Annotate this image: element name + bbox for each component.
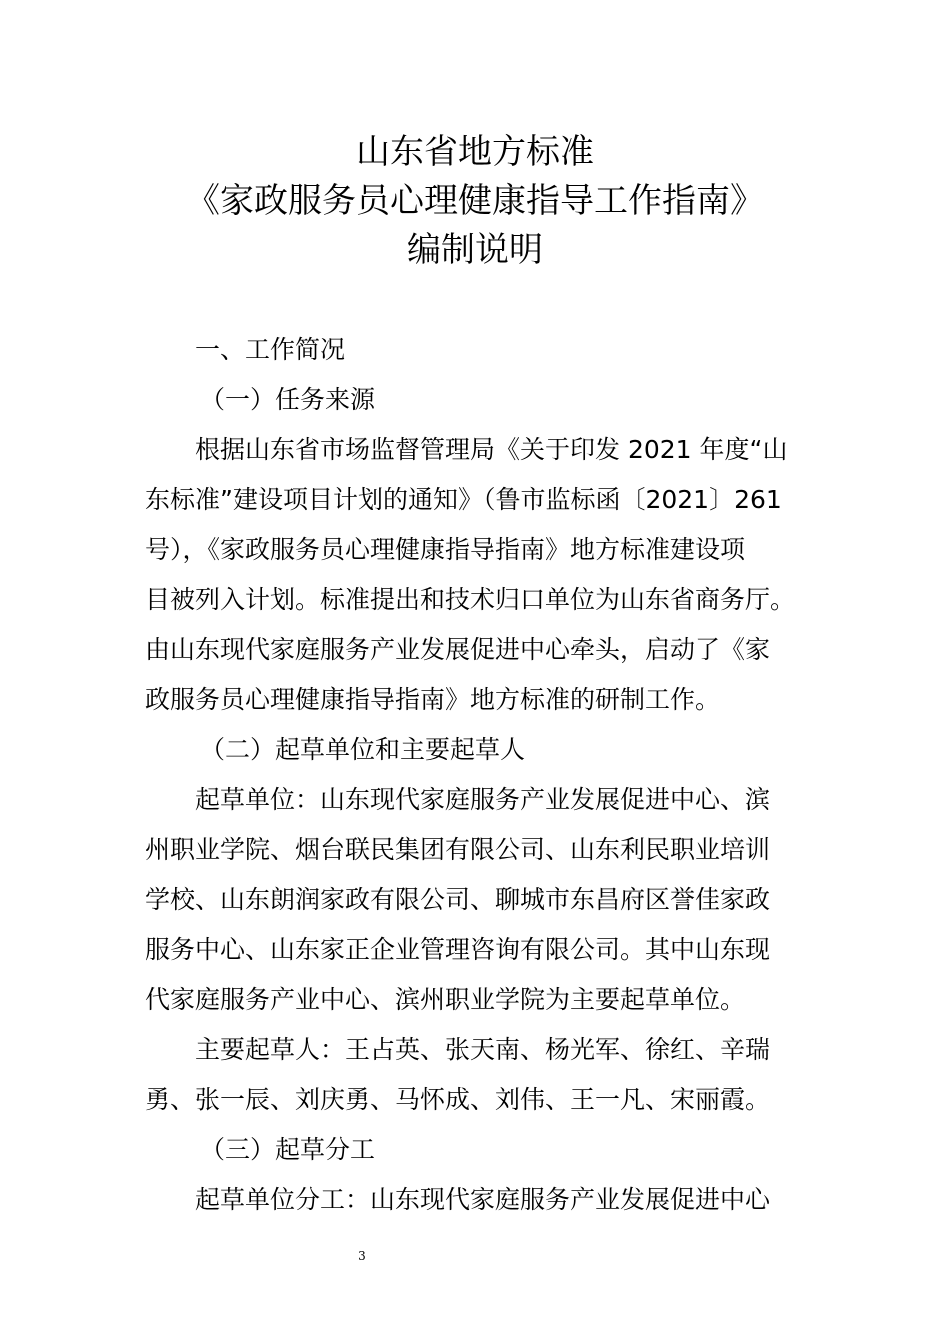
paragraph-line: 代家庭服务产业中心、滨州职业学院为主要起草单位。 [145,985,746,1014]
title-line-3: 编制说明 [407,230,543,270]
document-body [145,325,815,1225]
paragraph-line: 州职业学院、烟台联民集团有限公司、山东利民职业培训 [145,835,771,864]
paragraph-division-of-work [145,1175,815,1225]
subsection-heading: （一）任务来源 [200,385,376,414]
paragraph-line: 目被列入计划。标准提出和技术归口单位为山东省商务厅。 [145,585,796,614]
paragraph-drafting-units [145,775,815,1025]
title-line-1: 山东省地方标准 [356,132,594,172]
paragraph-line: 学校、山东朗润家政有限公司、聊城市东昌府区誉佳家政 [145,885,771,914]
paragraph-line: 由山东现代家庭服务产业发展促进中心牵头，启动了《家 [145,635,771,664]
section-heading: 一、工作简况 [195,335,346,364]
paragraph-main-drafters [145,1025,815,1125]
title-line-2: 《家政服务员心理健康指导工作指南》 [186,181,764,221]
paragraph-line: 起草单位分工：山东现代家庭服务产业发展促进中心 [195,1185,771,1214]
paragraph-task-source [145,425,815,725]
paragraph-line: 东标准”建设项目计划的通知》（鲁市监标函〔2021〕261 [145,485,782,514]
paragraph-line: 根据山东省市场监督管理局《关于印发 2021 年度“山 [195,435,788,464]
paragraph-line: 号），《家政服务员心理健康指导指南》地方标准建设项 [145,535,746,564]
paragraph-line: 勇、张一辰、刘庆勇、马怀成、刘伟、王一凡、宋丽霞。 [145,1085,771,1114]
subsection-heading: （二）起草单位和主要起草人 [200,735,526,764]
page-number: 3 [358,1249,366,1263]
document-title [0,128,950,275]
subsection-heading: （三）起草分工 [200,1135,376,1164]
paragraph-line: 服务中心、山东家正企业管理咨询有限公司。其中山东现 [145,935,771,964]
paragraph-line: 主要起草人：王占英、张天南、杨光军、徐红、辛瑞 [195,1035,771,1064]
paragraph-line: 政服务员心理健康指导指南》地方标准的研制工作。 [145,685,721,714]
paragraph-line: 起草单位：山东现代家庭服务产业发展促进中心、滨 [195,785,771,814]
